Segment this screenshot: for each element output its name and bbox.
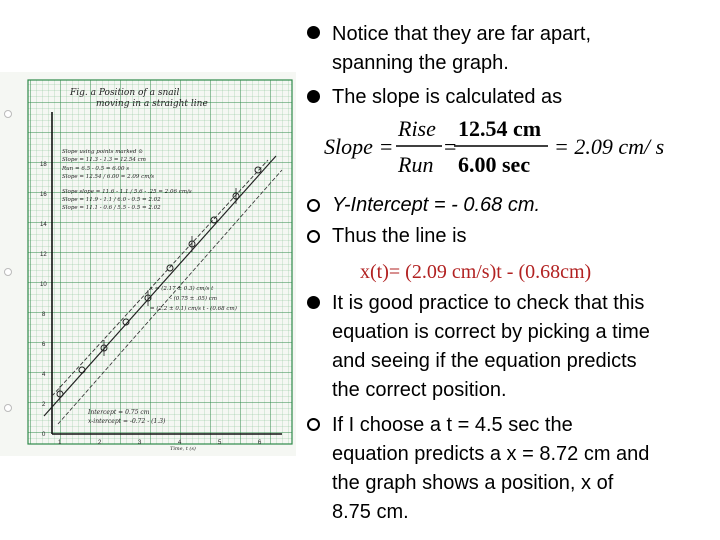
bullet-text-line-is: Thus the line is (332, 225, 467, 247)
slope-run: Run (398, 152, 434, 177)
svg-text:10: 10 (40, 282, 47, 288)
svg-text:14: 14 (40, 222, 47, 228)
slope-run-value: 6.00 sec (458, 152, 531, 177)
svg-text:4: 4 (42, 372, 46, 378)
svg-text:0: 0 (42, 432, 46, 438)
bullet-text-intercept: Y-Intercept = - 0.68 cm. (332, 194, 541, 216)
equation-note: = (2.2 ± 0.1) cm/s t - (0.68 cm) (150, 306, 237, 312)
equation-note: x = (2.17 ± 0.3) cm/s t (150, 286, 214, 292)
intercept-note: x-intercept = -0.72 - (1.3) (88, 418, 166, 425)
bullet-hollow-icon (307, 418, 320, 431)
graph-title-line-1: Fig. a Position of a snail (70, 88, 180, 98)
graph-note: Slope slope = 11.6 - 1.1 / 5.6 - .25 = 2.06 cm/s (62, 188, 192, 195)
svg-text:16: 16 (40, 192, 47, 198)
line-equation: x(t)= (2.09 cm/s)t - (0.68cm) (360, 261, 592, 283)
intercept-note: Intercept = 0.75 cm (88, 409, 150, 416)
bullet-hollow-icon (307, 230, 320, 243)
svg-text:18: 18 (40, 162, 47, 168)
slope-eq-sign-2: = (444, 134, 457, 159)
graph-note: Slope = 11.1 - 0.6 / 5.5 - 0.5 = 2.02 (62, 205, 161, 212)
svg-text:2: 2 (42, 402, 46, 408)
bullet-text-practice: It is good practice to check that this equation is correct by picking a time and seeing if the equation predicts the correct position. (332, 292, 650, 401)
svg-text:5: 5 (218, 440, 222, 446)
svg-text:12: 12 (40, 252, 47, 258)
graph-note: Run = 6.5 - 0.5 = 6.00 s (62, 165, 130, 172)
bullet-hollow-icon (307, 199, 320, 212)
bullet-filled-icon (307, 26, 320, 39)
svg-text:8: 8 (42, 312, 46, 318)
slope-eq-sign: = (380, 134, 393, 159)
svg-text:6: 6 (42, 342, 46, 348)
svg-text:2: 2 (98, 440, 102, 446)
bullet-text-far-apart: Notice that they are far apart, spanning the graph. (332, 23, 592, 74)
svg-text:1: 1 (58, 440, 62, 446)
slope-equation (322, 114, 682, 184)
equation-note: - (0.75 ± .05) cm (170, 296, 218, 302)
svg-text:3: 3 (138, 440, 142, 446)
graph-note: Slope using points marked ⊙ (62, 149, 143, 155)
bullet-text-example: If I choose a t = 4.5 sec the equation predicts a x = 8.72 cm and the graph shows a position, x of 8.75 cm. (332, 414, 650, 523)
graph-note: Slope = 11.9 - 1.1 / 6.0 - 0.5 = 2.02 (62, 197, 161, 204)
slope-result: = 2.09 cm/ s (554, 134, 665, 159)
graph-note: Slope = 12.54 / 6.00 = 2.09 cm/s (62, 174, 155, 181)
graph-title-line-2: moving in a straight line (96, 99, 208, 109)
svg-text:4: 4 (178, 440, 182, 446)
svg-text:6: 6 (258, 440, 262, 446)
bullet-filled-icon (307, 296, 320, 309)
x-axis-label: Time, t (s) (170, 446, 196, 452)
graph-note: Slope = 11.3 - 1.3 = 12.54 cm (62, 157, 146, 164)
bullet-text-slope: The slope is calculated as (332, 86, 563, 108)
bullet-filled-icon (307, 90, 320, 103)
slope-rise: Rise (398, 116, 436, 141)
slope-rise-value: 12.54 cm (458, 116, 542, 141)
slope-lhs: Slope (324, 134, 373, 159)
